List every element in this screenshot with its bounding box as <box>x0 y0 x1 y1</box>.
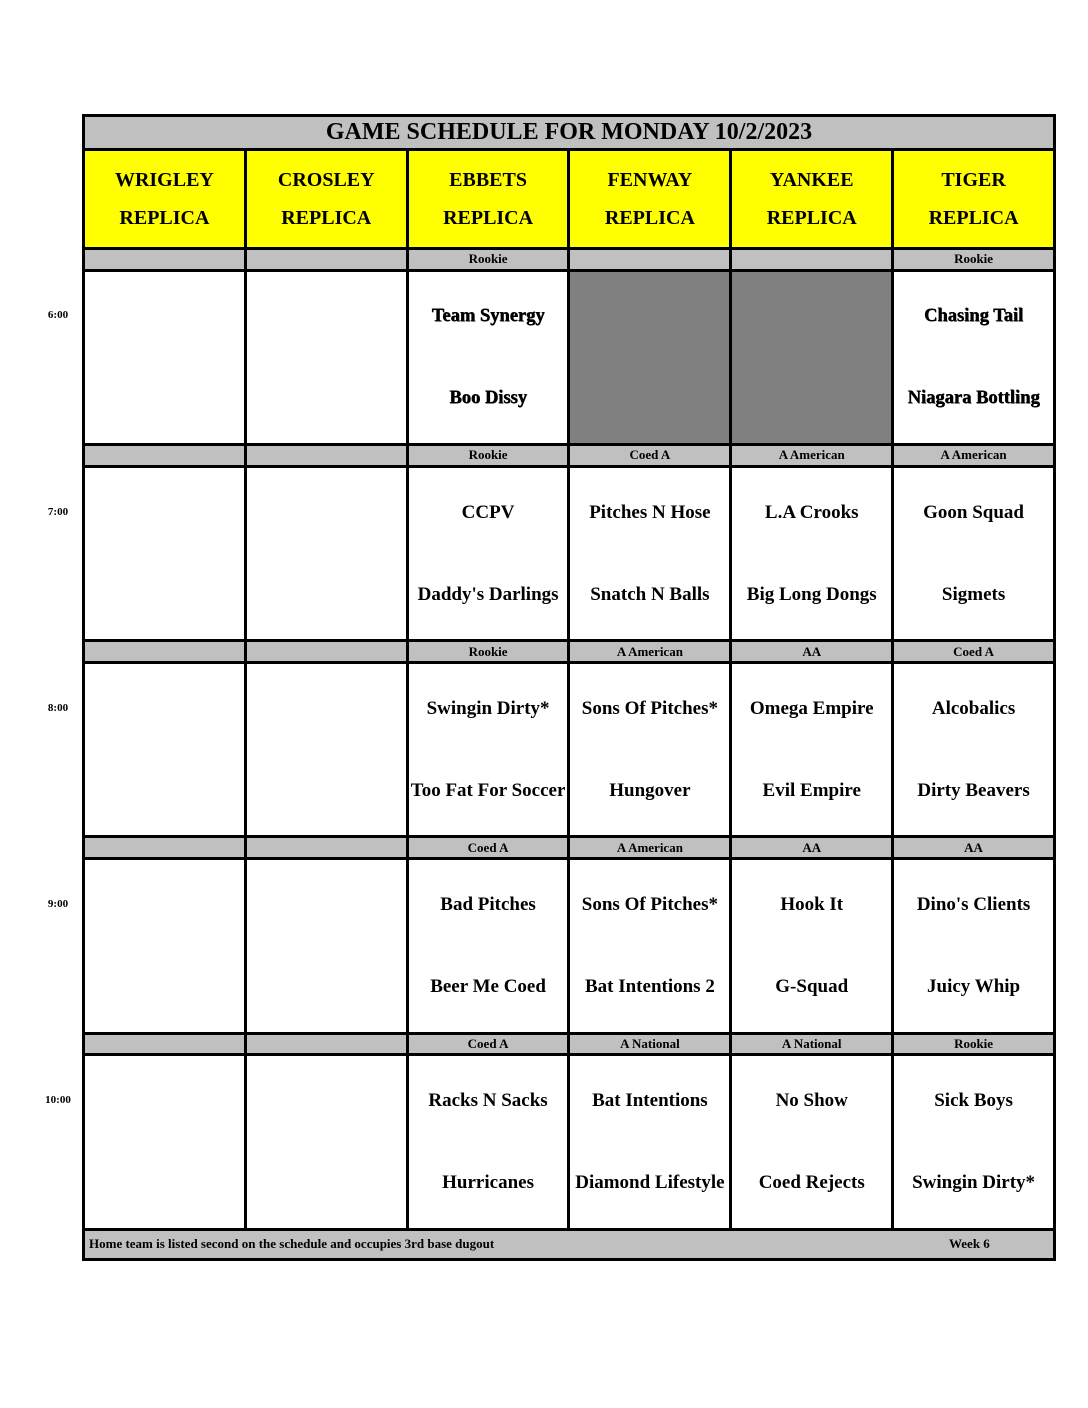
footer <box>84 1229 1055 1259</box>
game-slot <box>245 859 407 1033</box>
game-slot <box>84 466 246 640</box>
home-team: Hurricanes <box>442 1172 534 1194</box>
division-row <box>84 248 1055 270</box>
away-team <box>85 668 244 750</box>
division-label: Coed A <box>569 445 731 467</box>
away-team: Racks N Sacks <box>428 1090 548 1112</box>
home-team: Big Long Dongs <box>746 583 877 605</box>
field-subtitle: REPLICA <box>766 207 857 230</box>
game-slot <box>407 466 569 640</box>
field-header-tiger <box>893 150 1055 249</box>
time-label: 8:00 <box>47 701 69 714</box>
division-label: A American <box>569 837 731 859</box>
division-label: Rookie <box>893 248 1055 270</box>
away-team: Bad Pitches <box>440 893 536 915</box>
division-row <box>84 445 1055 467</box>
home-team: G-Squad <box>775 975 849 997</box>
division-label <box>245 641 407 663</box>
field-header-yankee <box>731 150 893 249</box>
away-team <box>85 472 244 554</box>
field-name: YANKEE <box>769 169 854 192</box>
away-team: L.A Crooks <box>764 501 859 523</box>
game-slot <box>893 1055 1055 1229</box>
away-team: Sons Of Pitches* <box>581 697 718 719</box>
field-name: EBBETS <box>449 169 527 192</box>
game-slot <box>84 270 246 444</box>
field-header-ebbets <box>407 150 569 249</box>
division-label: Rookie <box>407 641 569 663</box>
division-label: AA <box>731 641 893 663</box>
footer-row <box>84 1229 1055 1259</box>
division-label: Rookie <box>407 248 569 270</box>
game-slot <box>84 1055 246 1229</box>
away-team <box>85 864 244 946</box>
field-subtitle: REPLICA <box>119 207 210 230</box>
away-team <box>85 1060 244 1142</box>
home-team: Bat Intentions 2 <box>584 975 715 997</box>
away-team: Sons Of Pitches* <box>581 893 718 915</box>
away-team: Goon Squad <box>923 501 1024 523</box>
time-label: 7:00 <box>47 505 69 518</box>
time-label: 10:00 <box>45 1094 71 1107</box>
game-slot <box>407 859 569 1033</box>
away-team <box>85 275 244 357</box>
field-subtitle: REPLICA <box>281 207 372 230</box>
field-subtitle: REPLICA <box>443 207 534 230</box>
home-team <box>247 1142 406 1224</box>
home-team: Sigmets <box>941 583 1006 605</box>
game-row <box>84 1055 1055 1229</box>
division-label <box>245 1033 407 1055</box>
division-label: A American <box>731 445 893 467</box>
away-team: Swingin Dirty* <box>426 697 550 719</box>
division-label <box>84 641 246 663</box>
home-team <box>247 946 406 1028</box>
field-header-wrigley <box>84 150 246 249</box>
division-label: Coed A <box>893 641 1055 663</box>
away-team <box>247 668 406 750</box>
division-label: A American <box>893 445 1055 467</box>
game-slot <box>245 663 407 837</box>
game-slot <box>569 466 731 640</box>
game-row <box>84 859 1055 1033</box>
home-team <box>247 750 406 832</box>
field-name: FENWAY <box>607 169 693 192</box>
home-team <box>85 554 244 636</box>
time-label: 9:00 <box>47 897 69 910</box>
away-team: CCPV <box>461 501 515 523</box>
away-team: No Show <box>775 1090 848 1112</box>
division-label: Rookie <box>893 1033 1055 1055</box>
field-subtitle: REPLICA <box>928 207 1019 230</box>
game-slot <box>569 663 731 837</box>
game-slot <box>245 270 407 444</box>
division-label: AA <box>731 837 893 859</box>
division-label: AA <box>893 837 1055 859</box>
home-team: Daddy's Darlings <box>417 583 559 605</box>
home-team: Hungover <box>609 779 691 801</box>
game-slot <box>245 1055 407 1229</box>
home-team <box>85 357 244 439</box>
division-row <box>84 641 1055 663</box>
game-slot <box>893 466 1055 640</box>
schedule-title: GAME SCHEDULE FOR MONDAY 10/2/2023 <box>84 116 1055 150</box>
division-label: Coed A <box>407 1033 569 1055</box>
field-header-row <box>84 150 1055 249</box>
home-team: Niagara Bottling <box>907 388 1040 409</box>
home-team: Beer Me Coed <box>430 975 546 997</box>
home-team <box>247 357 406 439</box>
game-slot <box>731 466 893 640</box>
field-name: WRIGLEY <box>114 169 214 192</box>
game-slot <box>731 1055 893 1229</box>
game-slot <box>407 1055 569 1229</box>
division-label: A National <box>731 1033 893 1055</box>
footer-note: Home team is listed second on the schedule and occupies 3rd base dugout <box>89 1236 495 1252</box>
game-slot <box>893 663 1055 837</box>
home-team <box>85 750 244 832</box>
game-slot <box>407 663 569 837</box>
field-subtitle: REPLICA <box>604 207 695 230</box>
division-label: A National <box>569 1033 731 1055</box>
field-header-fenway <box>569 150 731 249</box>
field-name: TIGER <box>941 169 1006 192</box>
away-team: Chasing Tail <box>923 306 1024 327</box>
game-row <box>84 663 1055 837</box>
game-slot <box>731 663 893 837</box>
home-team: Dirty Beavers <box>917 779 1030 801</box>
away-team <box>247 1060 406 1142</box>
schedule-body <box>84 116 1055 1260</box>
division-label <box>245 248 407 270</box>
game-slot <box>893 270 1055 444</box>
away-team: Team Synergy <box>431 306 545 327</box>
away-team: Hook It <box>780 893 844 915</box>
away-team: Sick Boys <box>934 1090 1013 1112</box>
schedule-table <box>82 114 1056 1261</box>
time-label: 6:00 <box>47 309 69 322</box>
game-slot <box>245 466 407 640</box>
game-slot <box>893 859 1055 1033</box>
home-team: Boo Dissy <box>449 388 527 409</box>
home-team: Too Fat For Soccer <box>410 779 566 801</box>
home-team <box>732 357 891 439</box>
field-header-crosley <box>245 150 407 249</box>
division-label: Coed A <box>407 837 569 859</box>
field-name: CROSLEY <box>277 169 375 192</box>
home-team: Coed Rejects <box>758 1172 865 1194</box>
away-team: Bat Intentions <box>592 1090 708 1112</box>
division-label <box>84 837 246 859</box>
division-label <box>731 248 893 270</box>
away-team <box>570 275 729 357</box>
away-team <box>247 864 406 946</box>
game-row <box>84 466 1055 640</box>
game-slot <box>569 859 731 1033</box>
home-team: Evil Empire <box>762 779 861 801</box>
away-team: Omega Empire <box>749 697 874 719</box>
home-team: Diamond Lifestyle <box>575 1172 725 1194</box>
division-label <box>569 248 731 270</box>
away-team: Alcobalics <box>931 697 1016 719</box>
division-label <box>84 1033 246 1055</box>
game-slot <box>84 859 246 1033</box>
away-team <box>247 472 406 554</box>
title-row <box>84 116 1055 150</box>
division-label <box>84 445 246 467</box>
division-row <box>84 1033 1055 1055</box>
week-label: Week 6 <box>949 1236 990 1252</box>
home-team <box>570 357 729 439</box>
division-label: Rookie <box>407 445 569 467</box>
closed-slot <box>569 270 731 444</box>
away-team: Pitches N Hose <box>589 501 711 523</box>
game-slot <box>731 859 893 1033</box>
home-team <box>247 554 406 636</box>
game-row <box>84 270 1055 444</box>
away-team <box>732 275 891 357</box>
division-label <box>245 837 407 859</box>
home-team: Juicy Whip <box>927 975 1021 997</box>
game-slot <box>84 663 246 837</box>
home-team <box>85 1142 244 1224</box>
away-team: Dino's Clients <box>916 893 1031 915</box>
game-slot <box>407 270 569 444</box>
game-slot <box>569 1055 731 1229</box>
division-label <box>84 248 246 270</box>
division-label: A American <box>569 641 731 663</box>
away-team <box>247 275 406 357</box>
division-row <box>84 837 1055 859</box>
division-label <box>245 445 407 467</box>
closed-slot <box>731 270 893 444</box>
home-team <box>85 946 244 1028</box>
home-team: Swingin Dirty* <box>912 1172 1036 1194</box>
home-team: Snatch N Balls <box>590 583 710 605</box>
